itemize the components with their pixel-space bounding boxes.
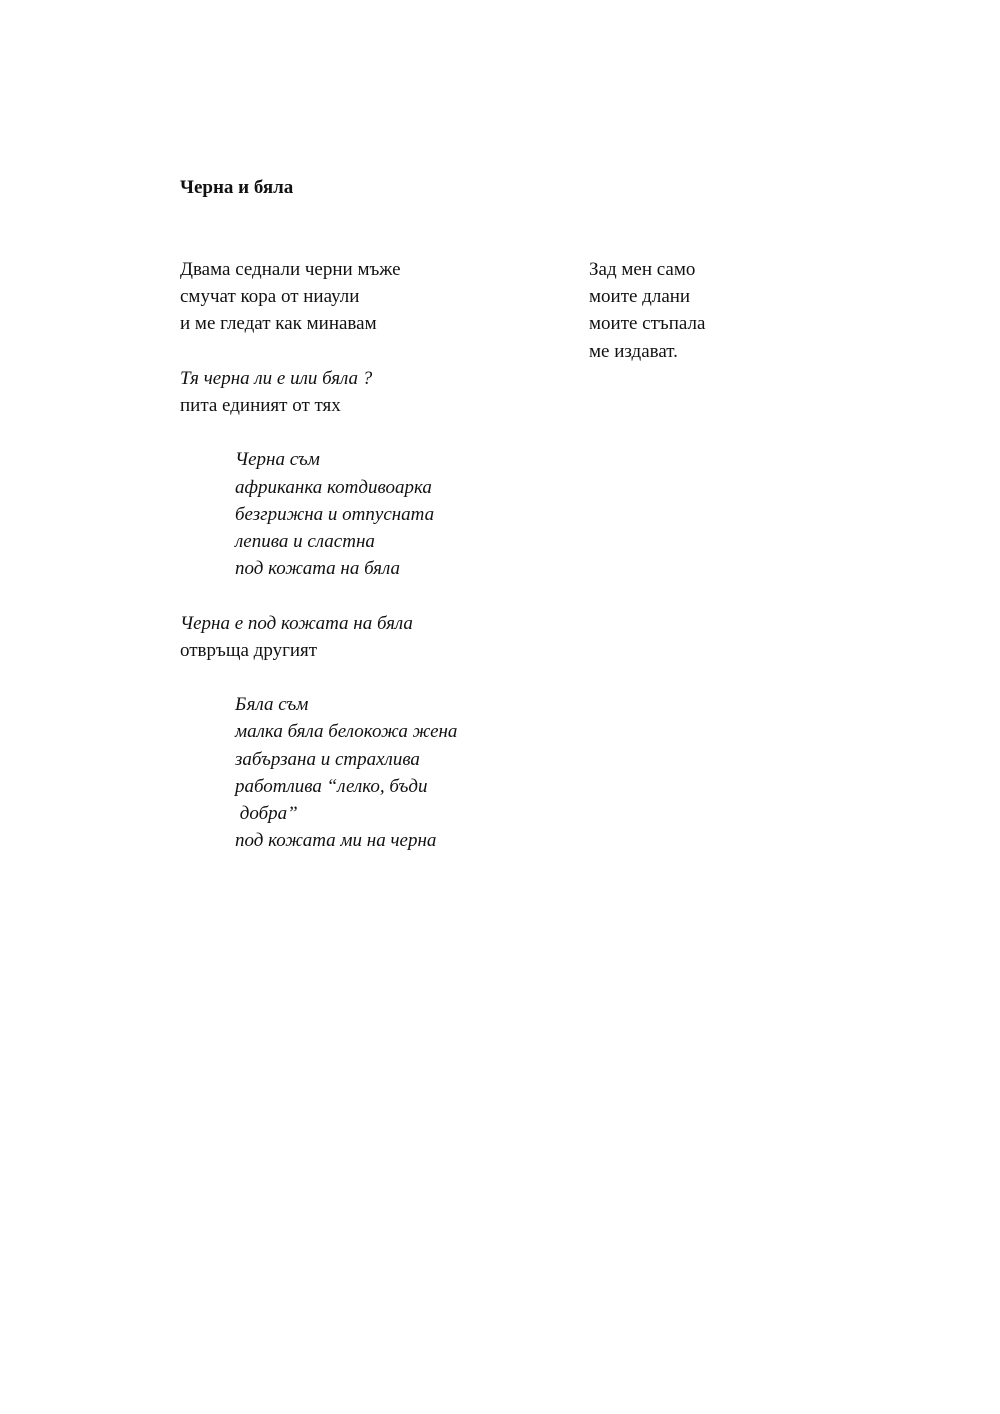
poem-right-column bbox=[589, 256, 889, 392]
poem-line: Черна е под кожата на бяла bbox=[180, 612, 413, 634]
poem-line: забързана и страхлива bbox=[235, 748, 420, 770]
poem-line: Двама седнали черни мъже bbox=[180, 259, 401, 280]
stanza-4 bbox=[180, 610, 580, 664]
poem-line: и ме гледат как минавам bbox=[180, 313, 377, 335]
poem-line: африканка котдивоарка bbox=[235, 476, 432, 498]
stanza-5 bbox=[180, 691, 580, 854]
poem-line: пита единият от тях bbox=[180, 395, 341, 416]
poem-line: безгрижна и отпусната bbox=[235, 503, 435, 525]
stanza-2 bbox=[180, 365, 580, 419]
poem-line: добра” bbox=[235, 803, 298, 824]
poem-left-column bbox=[180, 256, 580, 882]
poem-line: работлива “лелко, бъди bbox=[235, 775, 428, 797]
poem-line: под кожата ми на черна bbox=[235, 830, 437, 852]
poem-line: лenива и сластна bbox=[235, 531, 375, 552]
poem-line: под кожата на бяла bbox=[235, 558, 401, 580]
poem-line: Бяла съм bbox=[235, 694, 309, 716]
stanza-1 bbox=[180, 256, 580, 338]
stanza-6 bbox=[589, 256, 889, 365]
poem-line: моите длани bbox=[589, 286, 691, 308]
poem-title: Черна и бяла bbox=[180, 177, 294, 198]
poem-line: смучат кора от ниаули bbox=[180, 286, 360, 308]
poem-line: отвръща другият bbox=[180, 639, 318, 661]
poem-line: Зад мен само bbox=[589, 259, 696, 280]
poem-line: Черна съм bbox=[235, 449, 320, 471]
poem-line: ме издават. bbox=[589, 340, 678, 362]
poem-line: малка бяла белокожа жена bbox=[235, 721, 458, 743]
poem-line: Тя черна ли е или бяла ? bbox=[180, 367, 373, 389]
stanza-3 bbox=[180, 446, 580, 582]
poem-line: моите стъпала bbox=[589, 313, 706, 335]
